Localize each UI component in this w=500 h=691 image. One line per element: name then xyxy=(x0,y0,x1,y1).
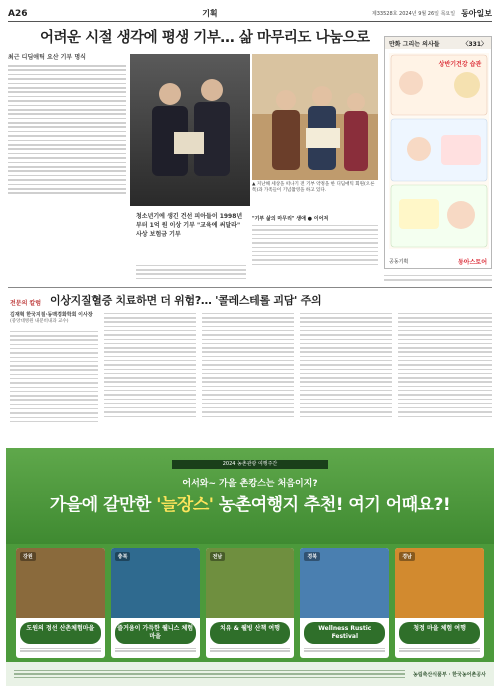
destination-card xyxy=(206,548,295,658)
article-lead xyxy=(8,54,126,197)
cartoon-series-title: 만화 그리는 의사들 xyxy=(389,40,440,48)
article2-headline: 이상지질혈증 치료하면 더 위험?… '콜레스테롤 괴담' 주의 xyxy=(50,294,322,307)
destination-region: 강원 xyxy=(20,552,36,561)
destination-region: 충북 xyxy=(115,552,131,561)
cartoon-footer xyxy=(389,257,487,266)
ad-title-highlight: '늘장스' xyxy=(156,495,214,515)
destination-label: 치유 & 웰빙 산책 여행 xyxy=(210,622,291,644)
cartoon-header xyxy=(385,37,491,49)
ad-banner xyxy=(6,448,494,544)
ad-title xyxy=(6,490,494,515)
destination-label: Wellness Rustic Festival xyxy=(304,622,385,644)
sponsor-logo: 동아스토어 xyxy=(458,259,487,266)
article2-column-1 xyxy=(10,328,98,425)
article-column-2 xyxy=(252,214,378,268)
article2-column-5 xyxy=(398,310,492,420)
issue-date: 제33528호 2024년 9월 26일 목요일 xyxy=(371,11,456,17)
article-headline: 어려운 시절 생각에 평생 기부… 삶 마무리도 나눔으로 xyxy=(40,30,370,46)
article-dek: 최근 디딤애틱 요산 기부 명식 xyxy=(8,54,86,61)
cartoon-box xyxy=(384,36,492,269)
ad-footer xyxy=(6,662,494,686)
destination-card xyxy=(395,548,484,658)
destination-label: 도원의 정선 산촌체험마을 xyxy=(20,622,101,644)
destination-region: 경남 xyxy=(399,552,415,561)
credit-label: 공동기획 xyxy=(389,259,409,265)
page-header xyxy=(8,6,492,22)
article2-column-4 xyxy=(300,310,392,420)
cartoon-episode-number: 〈331〉 xyxy=(462,40,487,48)
article-photo-side xyxy=(252,54,378,180)
section-name: 기획 xyxy=(202,9,218,18)
page-number: A26 xyxy=(8,8,28,19)
pull-quote: 청소년기에 생긴 건선 피아들이 1998년부터 1억 원 이상 기부 "교육에 써달라" 사상 보험금 기부 xyxy=(136,213,243,238)
section-divider xyxy=(8,287,492,288)
destination-label: 청정 마을 체험 여행 xyxy=(399,622,480,644)
article2-column-3 xyxy=(202,310,294,420)
advertisement xyxy=(6,448,494,686)
author-affiliation: (중앙대병원 내분비내과 교수) xyxy=(10,319,69,324)
article-subhead: "기부 삶의 마무리" 생애 ● 이어져 xyxy=(252,216,329,222)
article-column-1 xyxy=(136,262,246,282)
article-photo-main xyxy=(130,54,250,206)
cartoon-image xyxy=(389,53,489,249)
newspaper-name: 동아일보 xyxy=(461,8,492,18)
author-byline: 김재혁 한국지질·동맥경화학회 이사장 xyxy=(10,312,93,318)
destination-card xyxy=(111,548,200,658)
ad-badge: 2024 농촌관광 여행주간 xyxy=(172,460,328,469)
ministry-logo: 농림축산식품부 · 한국농어촌공사 xyxy=(412,671,486,678)
destination-card xyxy=(300,548,389,658)
destination-label: 즐거움이 가득한 웰니스 체험마을 xyxy=(115,622,196,644)
article2-column-2 xyxy=(104,310,196,420)
ad-title-part-a: 가을에 갈만한 xyxy=(49,495,157,515)
ad-destination-cards xyxy=(16,548,484,658)
ad-subtitle: 어서와~ 가을 촌캉스는 처음이지? xyxy=(182,479,318,489)
destination-region: 전남 xyxy=(210,552,226,561)
photo-caption: ▲ 지난해 세상을 떠나기 전 기부 약정을 한 디딤애틱 회원(오른쪽)과 가족들이 기념촬영을 하고 있다. xyxy=(252,182,375,193)
destination-card xyxy=(16,548,105,658)
destination-region: 경북 xyxy=(304,552,320,561)
article-column-3 xyxy=(384,272,492,283)
ad-title-part-c: 농촌여행지 추천! 여기 어때요?! xyxy=(213,495,451,515)
column-kicker: 전문의 칼럼 xyxy=(10,300,42,307)
cartoon-title: 상반기건강 습관 xyxy=(438,61,482,68)
